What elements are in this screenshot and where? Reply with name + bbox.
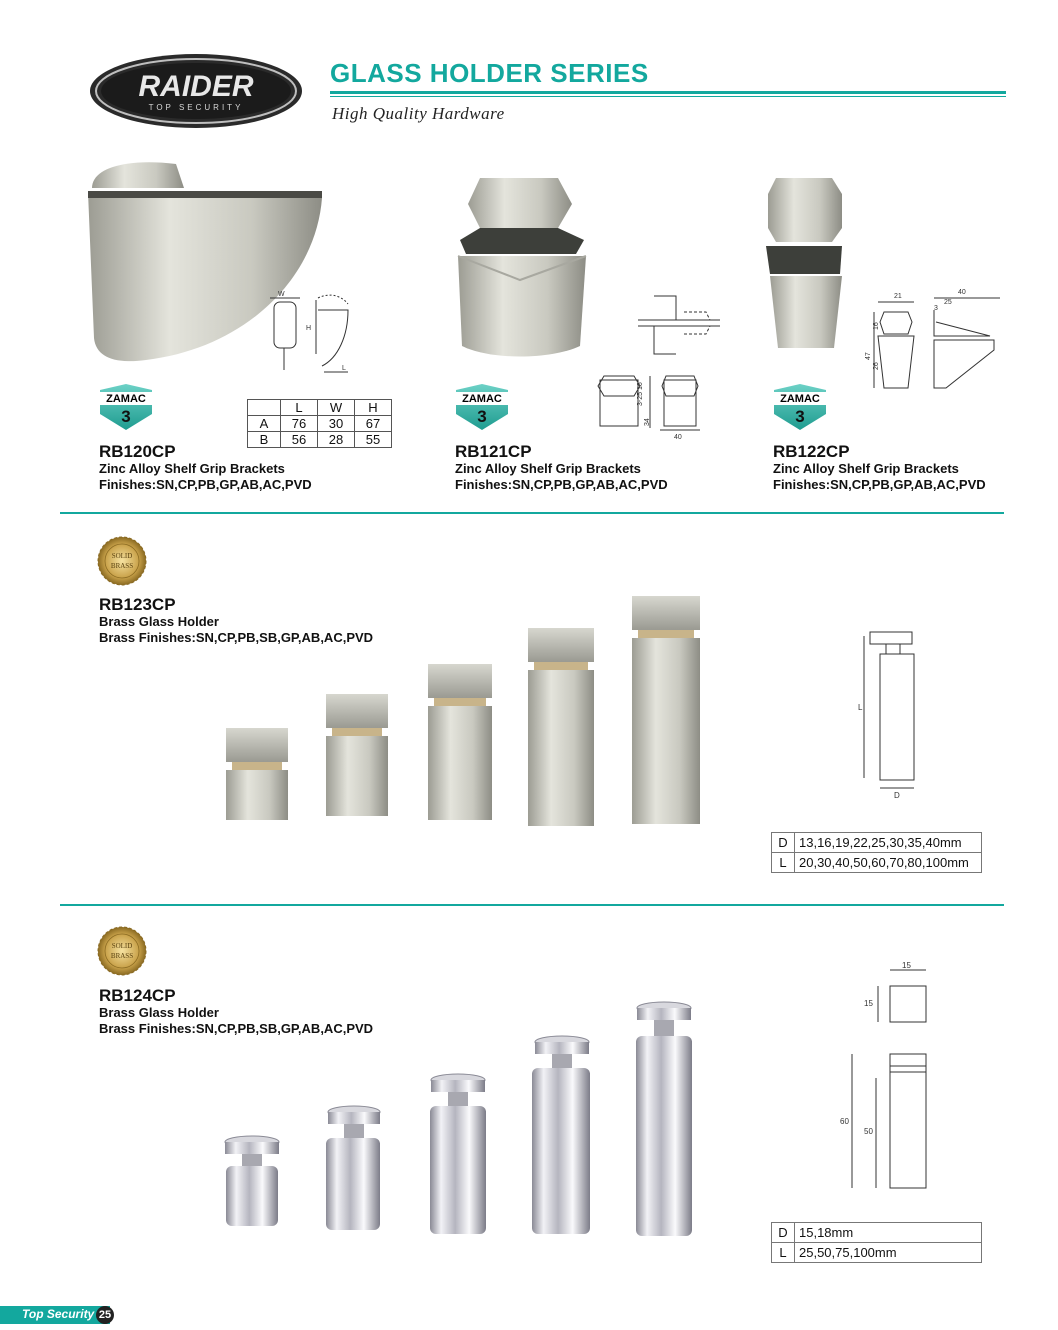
rb120-dim-h: H <box>306 325 312 332</box>
rb123-code: RB123CP <box>99 595 176 614</box>
rb123-spec-table: D 13,16,19,22,25,30,35,40mm L 20,30,40,50,60,70,80,100mm <box>771 832 982 873</box>
svg-text:ZAMAC: ZAMAC <box>780 393 820 405</box>
rb124-dim-w: 15 <box>902 961 911 970</box>
rb122-dim-w1: 21 <box>894 293 902 300</box>
page-subtitle: High Quality Hardware <box>332 104 505 123</box>
rb123-dim-l: L <box>858 703 863 712</box>
title-rule <box>330 91 1006 94</box>
rb124-dimension-drawing <box>836 960 936 1196</box>
rb122-code: RB122CP <box>773 442 850 461</box>
rb120-dim-w: W <box>278 291 285 298</box>
section-divider-2 <box>60 904 1004 906</box>
rb121-product-image <box>450 170 600 370</box>
rb123-solid-brass-seal <box>96 536 148 586</box>
svg-text:3: 3 <box>795 407 805 426</box>
section-divider-1 <box>60 512 1004 514</box>
rb120-finishes: Finishes:SN,CP,PB,GP,AB,AC,PVD <box>99 477 312 492</box>
title-rule-thin <box>330 96 1006 97</box>
rb122-dim-w4: 3 <box>934 305 938 312</box>
rb121-zamac-badge <box>452 384 512 430</box>
rb121-name: Zinc Alloy Shelf Grip Brackets <box>455 461 641 476</box>
rb124-code: RB124CP <box>99 986 176 1005</box>
rb124-dim-l2: 50 <box>864 1127 873 1136</box>
rb121-dim-c: 34 <box>644 418 651 426</box>
rb120-code: RB120CP <box>99 442 176 461</box>
page-number: 25 <box>96 1306 114 1324</box>
svg-text:ZAMAC: ZAMAC <box>106 393 146 405</box>
page-title: GLASS HOLDER SERIES <box>330 58 649 88</box>
rb124-dim-l1: 60 <box>840 1117 849 1126</box>
rb121-code: RB121CP <box>455 442 532 461</box>
rb123-name: Brass Glass Holder <box>99 614 219 629</box>
rb122-dim-h2: 47 <box>865 352 872 360</box>
rb120-dimension-table: L W H A 76 30 67 B 56 28 55 <box>247 399 392 448</box>
rb120-dimension-drawing <box>266 286 358 378</box>
rb124-finishes: Brass Finishes:SN,CP,PB,SB,GP,AB,AC,PVD <box>99 1021 374 1036</box>
rb124-solid-brass-seal <box>96 926 148 976</box>
rb122-name: Zinc Alloy Shelf Grip Brackets <box>773 461 959 476</box>
svg-text:SOLID: SOLID <box>111 552 133 560</box>
rb123-dim-d: D <box>894 791 900 800</box>
rb122-dim-h3: 26 <box>873 362 880 370</box>
rb121-dim-b: 16 <box>637 382 644 390</box>
rb122-dimension-drawing <box>860 286 1006 392</box>
rb120-name: Zinc Alloy Shelf Grip Brackets <box>99 461 285 476</box>
svg-text:BRASS: BRASS <box>110 952 134 960</box>
rb120-dim-l: L <box>342 365 346 372</box>
rb124-dim-h: 15 <box>864 999 873 1008</box>
rb121-dim-a: 3-25 <box>637 391 644 406</box>
rb123-dimension-drawing <box>848 628 928 800</box>
rb124-spec-table: D 15,18mm L 25,50,75,100mm <box>771 1222 982 1263</box>
rb123-product-image <box>218 590 708 830</box>
logo-text: RAIDER <box>138 70 254 103</box>
rb122-zamac-badge <box>770 384 830 430</box>
rb122-dim-h1: 16 <box>873 322 880 330</box>
footer-text: Top Security <box>22 1307 95 1321</box>
rb122-dim-w2: 40 <box>958 289 966 296</box>
rb122-product-image <box>762 170 852 352</box>
logo-subtext: TOP SECURITY <box>148 103 244 112</box>
rb123-finishes: Brass Finishes:SN,CP,PB,SB,GP,AB,AC,PVD <box>99 630 374 645</box>
rb121-dim-d: 40 <box>674 434 682 440</box>
rb122-finishes: Finishes:SN,CP,PB,GP,AB,AC,PVD <box>773 477 986 492</box>
svg-text:ZAMAC: ZAMAC <box>462 393 502 405</box>
brand-logo <box>88 52 304 130</box>
rb124-name: Brass Glass Holder <box>99 1005 219 1020</box>
svg-text:BRASS: BRASS <box>110 562 134 570</box>
rb121-dimension-drawing <box>594 290 724 440</box>
rb120-zamac-badge <box>96 384 156 430</box>
rb122-dim-w3: 25 <box>944 299 952 306</box>
rb124-product-image <box>218 996 698 1240</box>
rb121-finishes: Finishes:SN,CP,PB,GP,AB,AC,PVD <box>455 477 668 492</box>
svg-text:SOLID: SOLID <box>111 942 133 950</box>
svg-text:3: 3 <box>477 407 487 426</box>
svg-text:3: 3 <box>121 407 131 426</box>
